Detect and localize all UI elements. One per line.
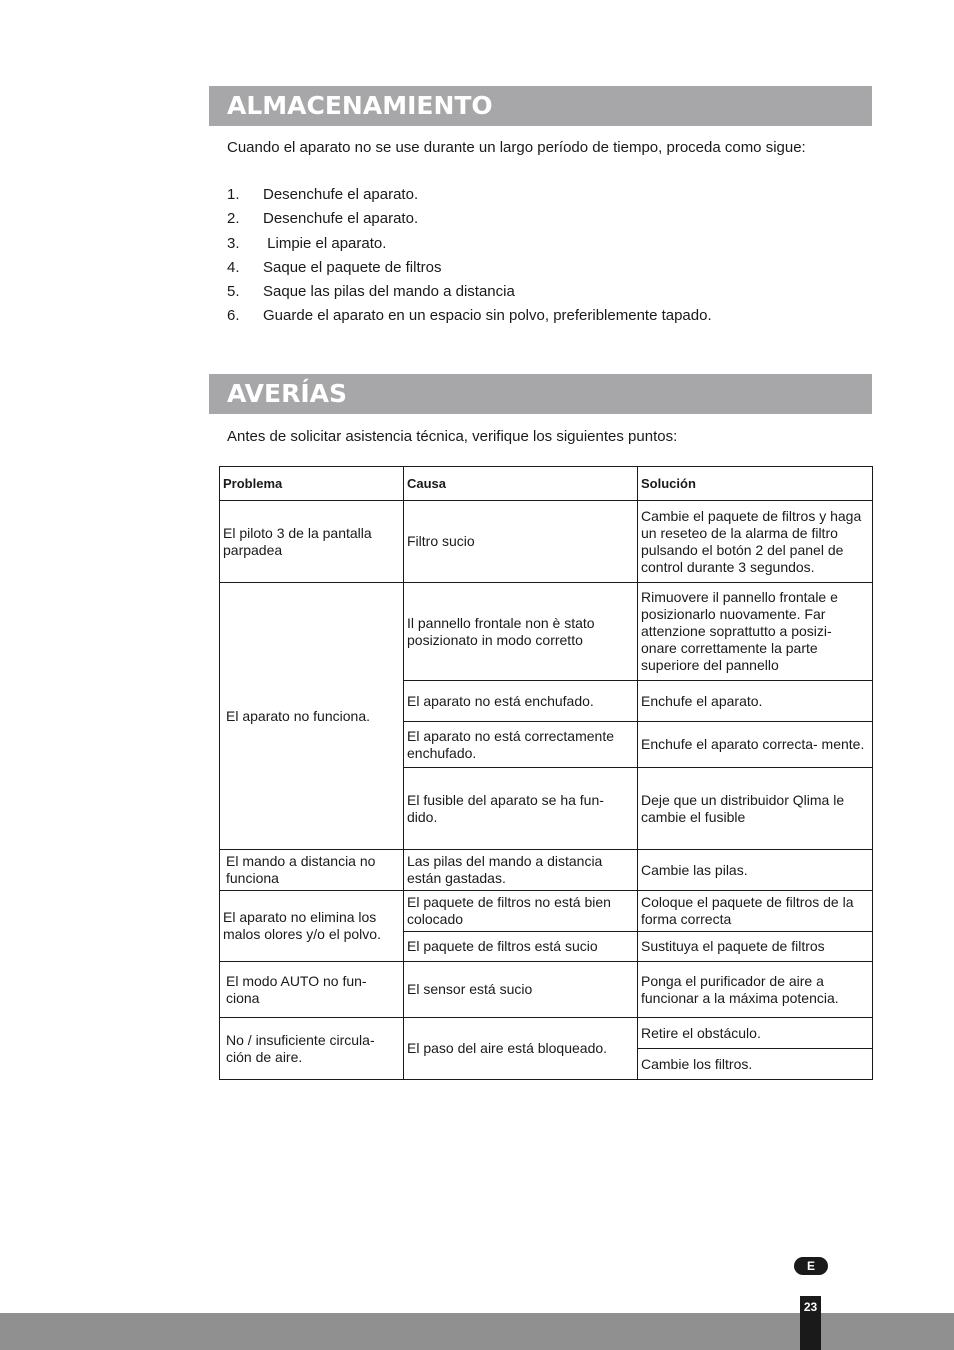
solution-cell: Enchufe el aparato. [638,681,873,722]
list-item [227,258,712,282]
problem-cell: No / insuficiente circula- ción de aire. [220,1018,404,1080]
solution-cell: Rimuovere il pannello frontale e posizionarlo nuovamente. Far attenzione soprattutto a posizi- onare correttamente la parte superiore del pannello [638,583,873,681]
cause-cell: El paso del aire está bloqueado. [404,1018,638,1080]
step-number: 6. [227,307,240,325]
table-row [220,501,873,583]
storage-steps-list [227,185,712,331]
step-text: Guarde el aparato en un espacio sin polvo, preferiblemente tapado. [263,307,712,325]
list-item [227,209,712,233]
solution-cell: Retire el obstáculo. [638,1018,873,1049]
cause-cell: El aparato no está enchufado. [404,681,638,722]
step-text: Saque las pilas del mando a distancia [263,283,515,301]
step-number: 4. [227,258,240,276]
header-cause: Causa [404,467,638,501]
step-text: Desenchufe el aparato. [263,210,419,228]
solution-cell: Coloque el paquete de filtros de la forma correcta [638,891,873,932]
header-problem: Problema [220,467,404,501]
step-number: 5. [227,283,240,301]
cause-cell: El paquete de filtros está sucio [404,932,638,962]
step-number: 1. [227,186,240,203]
cause-cell: El fusible del aparato se ha fun- dido. [404,768,638,850]
faults-intro: Antes de solicitar asistencia técnica, verifique los siguientes puntos: [227,428,678,445]
storage-section-title: ALMACENAMIENTO [209,86,872,126]
table-row [220,1018,873,1049]
solution-cell: Enchufe el aparato correcta- mente. [638,722,873,768]
problem-cell: El modo AUTO no fun- ciona [220,962,404,1018]
solution-cell: Ponga el purificador de aire a funcionar a la máxima potencia. [638,962,873,1018]
troubleshooting-table [219,466,873,1080]
storage-intro: Cuando el aparato no se use durante un largo período de tiempo, proceda como sigue: [227,139,806,156]
cause-cell: El sensor está sucio [404,962,638,1018]
cause-cell: Las pilas del mando a distancia están gastadas. [404,850,638,891]
cause-cell: Filtro sucio [404,501,638,583]
step-number: 2. [227,210,240,228]
table-row [220,962,873,1018]
problem-cell: El aparato no funciona. [220,583,404,850]
cause-cell: Il pannello frontale non è stato posizionato in modo corretto [404,583,638,681]
step-text: Limpie el aparato. [263,234,387,252]
problem-cell: El piloto 3 de la pantalla parpadea [220,501,404,583]
step-number: 3. [227,234,240,252]
header-solution: Solución [638,467,873,501]
solution-cell: Deje que un distribuidor Qlima le cambie el fusible [638,768,873,850]
language-badge: E [794,1257,828,1275]
table-row [220,583,873,681]
cause-cell: El aparato no está correctamente enchufado. [404,722,638,768]
table-row [220,891,873,932]
faults-section-title: AVERÍAS [209,374,872,414]
table-row [220,850,873,891]
problem-cell: El aparato no elimina los malos olores y/o el polvo. [220,891,404,962]
solution-cell: Cambie las pilas. [638,850,873,891]
solution-cell: Cambie el paquete de filtros y haga un reseteo de la alarma de filtro pulsando el botón 2 del panel de control durante 3 segundos. [638,501,873,583]
list-item [227,282,712,306]
page-number: 23 [800,1296,821,1350]
list-item [227,306,712,330]
list-item [227,185,712,209]
list-item [227,234,712,258]
cause-cell: El paquete de filtros no está bien colocado [404,891,638,932]
step-text: Desenchufe el aparato. [263,186,419,203]
solution-cell: Sustituya el paquete de filtros [638,932,873,962]
step-text: Saque el paquete de filtros [263,258,442,276]
solution-cell: Cambie los filtros. [638,1049,873,1080]
problem-cell: El mando a distancia no funciona [220,850,404,891]
table-header-row [220,467,873,501]
